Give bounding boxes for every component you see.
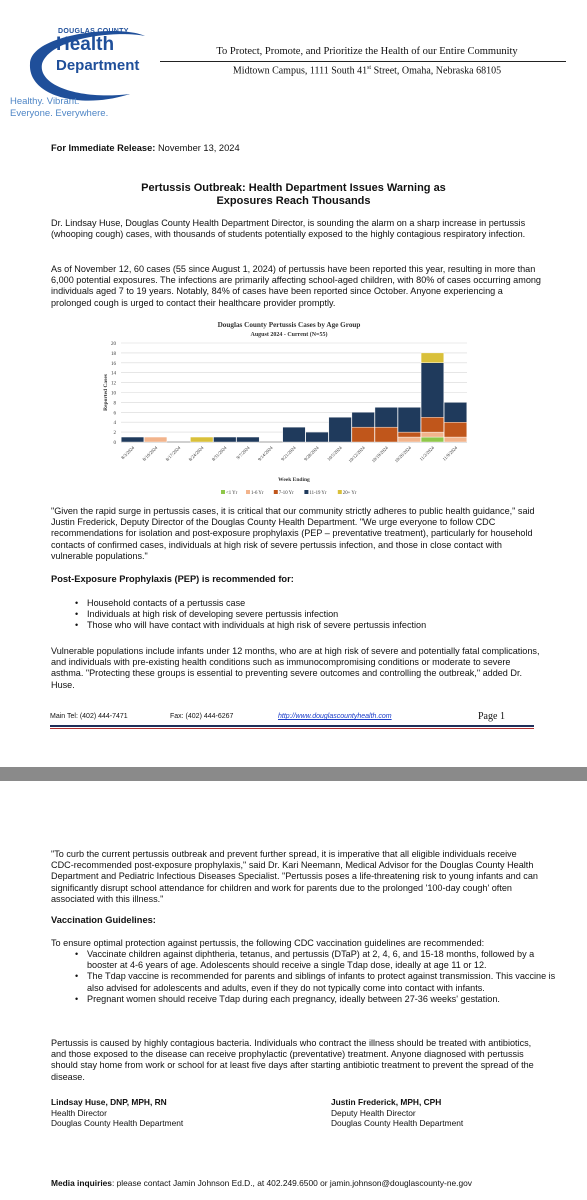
paragraph-cases: As of November 12, 60 cases (55 since August 1, 2024) of pertussis have been reported this year, resulting in more than 6,000 potential exposures. The infections are primarily affecting school-aged children, with 80% of cases occurring among individuals aged 7 to 19 years. Notably, 84% of cases have been reported since October. Anyone experiencing a prolonged cough is urged to contact their healthcare provider promptly.: [51, 264, 541, 308]
footer-page-number: Page 1: [478, 711, 505, 722]
title-line2: Exposures Reach Thousands: [216, 195, 371, 207]
x-tick-label: 10/26/2024: [393, 445, 413, 464]
logo-tagline2: Everyone. Everywhere.: [10, 108, 109, 119]
y-tick-label: 10: [111, 391, 116, 397]
header-motto: To Protect, Promote, and Prioritize the Health of our Entire Community: [216, 46, 518, 57]
x-tick-label: 9/14/2024: [256, 445, 274, 462]
x-tick-label: 10/12/2024: [347, 445, 366, 464]
chart-bar-segment: [398, 432, 421, 437]
sig-right-name: Justin Frederick, MPH, CPH: [331, 1097, 442, 1107]
y-tick-label: 0: [113, 441, 116, 446]
x-tick-label: 11/9/2024: [441, 445, 459, 462]
sig-left-title: Health Director: [51, 1107, 107, 1118]
chart-subtitle: August 2024 - Current (N=55): [250, 332, 328, 338]
legend-label: 1-6 Yr: [251, 490, 264, 496]
media-label: Media inquiries: [51, 1178, 112, 1188]
logo-org-line3: Department: [56, 57, 140, 74]
list-item: • Pregnant women should receive Tdap during each pregnancy, ideally between 27-36 weeks' gestation.: [87, 994, 557, 1005]
x-axis-label: Week Ending: [278, 477, 310, 483]
signature-right: [331, 1097, 463, 1129]
legend-label: 7-10 Yr: [278, 490, 294, 496]
legend-label: <1 Yr: [226, 490, 238, 496]
legend-label: 20+ Yr: [342, 490, 357, 496]
logo-org-line1: DOUGLAS COUNTY: [58, 28, 129, 35]
logo-org-line2: Health: [56, 34, 115, 55]
list-item: • Those who will have contact with individuals at high risk of severe pertussis infection: [87, 620, 547, 631]
footer-rule-red: [50, 728, 534, 729]
logo: [10, 24, 160, 124]
page-separator: [0, 767, 587, 781]
footer-url-link[interactable]: http://www.douglascountyhealth.com: [278, 713, 392, 720]
chart-bar-segment: [237, 437, 260, 442]
address-rest: Street, Omaha, Nebraska 68105: [371, 65, 502, 77]
y-tick-label: 14: [111, 371, 116, 377]
paragraph-quote-neemann: "To curb the current pertussis outbreak and prevent further spread, it is imperative that all eligible individuals receive CDC-recommended post-exposure prophylaxis," said Dr. Kari Neemann, Medical Advisor for the Douglas County Health Department and Pediatric Infectious Diseases Specialist. "Pertussis poses a life-threatening risk to young infants and can significantly disrupt school attendance for children and work for parents due to the prolonged '100-day cough' often associated with this illness.": [51, 849, 538, 904]
footer-main-tel: Main Tel: (402) 444-7471: [50, 713, 128, 720]
chart-title: Douglas County Pertussis Cases by Age Group: [217, 321, 361, 329]
chart-bar-segment: [306, 432, 329, 442]
page-title: [51, 182, 536, 208]
pep-list: [70, 598, 547, 632]
y-tick-label: 18: [111, 351, 116, 357]
media-text: : please contact Jamin Johnson Ed.D., at 402.249.6500 or jamin.johnson@douglascounty-ne.gov: [111, 1178, 472, 1188]
sig-right-org: Douglas County Health Department: [331, 1118, 464, 1129]
y-tick-label: 6: [113, 411, 116, 417]
chart-bar-segment: [444, 402, 467, 422]
signature-left: [51, 1097, 183, 1129]
x-tick-label: 8/3/2024: [120, 445, 136, 461]
x-tick-label: 10/5/2024: [326, 445, 343, 462]
release-line: [51, 143, 240, 153]
legend-label: 11-19 Yr: [309, 490, 327, 496]
x-tick-label: 11/2/2024: [418, 445, 436, 462]
chart-bar-segment: [421, 437, 444, 442]
chart-bar-segment: [421, 417, 444, 432]
chart-bar-segment: [352, 427, 375, 442]
media-inquiries: [51, 1178, 551, 1188]
chart-bar-segment: [421, 432, 444, 437]
list-item: • Household contacts of a pertussis case: [87, 598, 547, 609]
list-item: • Vaccinate children against diphtheria, tetanus, and pertussis (DTaP) at 2, 4, 6, and 15-18 months, followed by a booster at 4-6 years of age. Adolescents should receive a single Tdap dose, ideally at age 11 or 12.: [87, 949, 557, 971]
chart-bar-segment: [421, 353, 444, 363]
chart-bar-segment: [398, 437, 421, 442]
chart-bar-segment: [444, 422, 467, 437]
x-tick-label: 8/10/2024: [141, 445, 159, 462]
paragraph-treatment: Pertussis is caused by highly contagious bacteria. Individuals who contract the illness should be treated with antibiotics, and those exposed to the disease can receive prophylactic (preventative) treatment. Anyone diagnosed with pertussis should stay home from work or school for at least five days after starting antibiotic treatment to prevent the spread of the disease.: [51, 1038, 534, 1082]
vax-heading: Vaccination Guidelines:: [51, 915, 156, 925]
y-tick-label: 12: [111, 381, 116, 387]
legend-swatch: [274, 490, 278, 494]
chart-bar-segment: [375, 407, 398, 427]
paragraph-vulnerable: Vulnerable populations include infants under 12 months, who are at high risk of severe and potentially fatal complications, and individuals with pre-existing health conditions such as immunocompromising conditions or moderate to severe asthma. "Protecting these groups is essential to preventing severe outcomes and controlling the outbreak," added Dr. Huse.: [51, 646, 540, 690]
chart-bar-segment: [444, 437, 467, 442]
chart-bar-segment: [213, 437, 236, 442]
legend-swatch: [304, 490, 308, 494]
chart-bar-segment: [352, 412, 375, 427]
x-tick-label: 8/31/2024: [210, 445, 228, 462]
y-tick-label: 8: [113, 401, 116, 407]
chart-bar-segment: [329, 417, 352, 442]
chart-bar-segment: [144, 437, 167, 442]
chart-bar-segment: [421, 363, 444, 417]
x-tick-label: 8/24/2024: [187, 445, 205, 462]
legend-swatch: [221, 490, 225, 494]
release-label: For Immediate Release:: [51, 143, 156, 153]
sig-left-org: Douglas County Health Department: [51, 1118, 184, 1129]
x-tick-label: 8/17/2024: [164, 445, 182, 462]
x-tick-label: 9/21/2024: [279, 445, 297, 462]
chart-bar-segment: [375, 427, 398, 442]
release-date: November 13, 2024: [155, 143, 240, 153]
legend-swatch: [246, 490, 250, 494]
y-tick-label: 20: [111, 342, 116, 347]
sig-right-title: Deputy Health Director: [331, 1107, 416, 1118]
vax-list: [70, 949, 557, 1005]
legend-swatch: [338, 490, 342, 494]
chart-bar-segment: [283, 427, 306, 442]
footer-fax: Fax: (402) 444-6267: [170, 713, 234, 720]
paragraph-quote-frederick: "Given the rapid surge in pertussis cases, it is critical that our community strictly adheres to public health guidance," said Justin Frederick, Deputy Director of the Douglas County Health Department. "We urge everyone to follow CDC recommendations for isolation and post-exposure prophylaxis (PEP – preventative treatment), particularly for household contacts of confirmed cases, individuals at high risk of severe pertussis infection, and those in close contact with vulnerable populations.": [51, 506, 535, 561]
paragraph-intro: Dr. Lindsay Huse, Douglas County Health Department Director, is sounding the alarm on a sharp increase in pertussis (whooping cough) cases, with thousands of students potentially exposed to the highly contagious respiratory infection.: [51, 218, 526, 240]
chart-bar-segment: [121, 437, 144, 442]
y-axis-label: Reported Cases: [103, 374, 109, 411]
list-item: • The Tdap vaccine is recommended for parents and siblings of infants to protect against transmission. This vaccine is also advised for adolescents and adults, even if they do not typically come into contact with infants.: [87, 971, 557, 993]
list-item: • Individuals at high risk of developing severe pertussis infection: [87, 609, 547, 620]
header-rule: [160, 61, 566, 62]
logo-tagline1: Healthy. Vibrant.: [10, 96, 80, 107]
chart-svg: [99, 315, 479, 501]
chart-bar-segment: [190, 437, 213, 442]
footer-rule-navy: [50, 725, 534, 727]
title-line1: Pertussis Outbreak: Health Department Issues Warning as: [141, 182, 446, 194]
y-tick-label: 4: [113, 421, 116, 427]
address-sup: st: [367, 65, 372, 71]
x-tick-label: 9/28/2024: [303, 445, 320, 462]
pep-heading: Post-Exposure Prophylaxis (PEP) is recommended for:: [51, 574, 294, 584]
vax-intro: To ensure optimal protection against pertussis, the following CDC vaccination guidelines are recommended:: [51, 938, 485, 948]
address-main: Midtown Campus, 1111 South 41: [232, 65, 368, 77]
sig-left-name: Lindsay Huse, DNP, MPH, RN: [51, 1097, 167, 1107]
chart: [99, 315, 479, 501]
chart-bar-segment: [398, 407, 421, 432]
y-tick-label: 16: [111, 361, 116, 367]
header-address: [160, 65, 574, 76]
x-tick-label: 9/7/2024: [235, 445, 251, 461]
y-tick-label: 2: [113, 431, 116, 437]
x-tick-label: 10/19/2024: [370, 445, 389, 464]
